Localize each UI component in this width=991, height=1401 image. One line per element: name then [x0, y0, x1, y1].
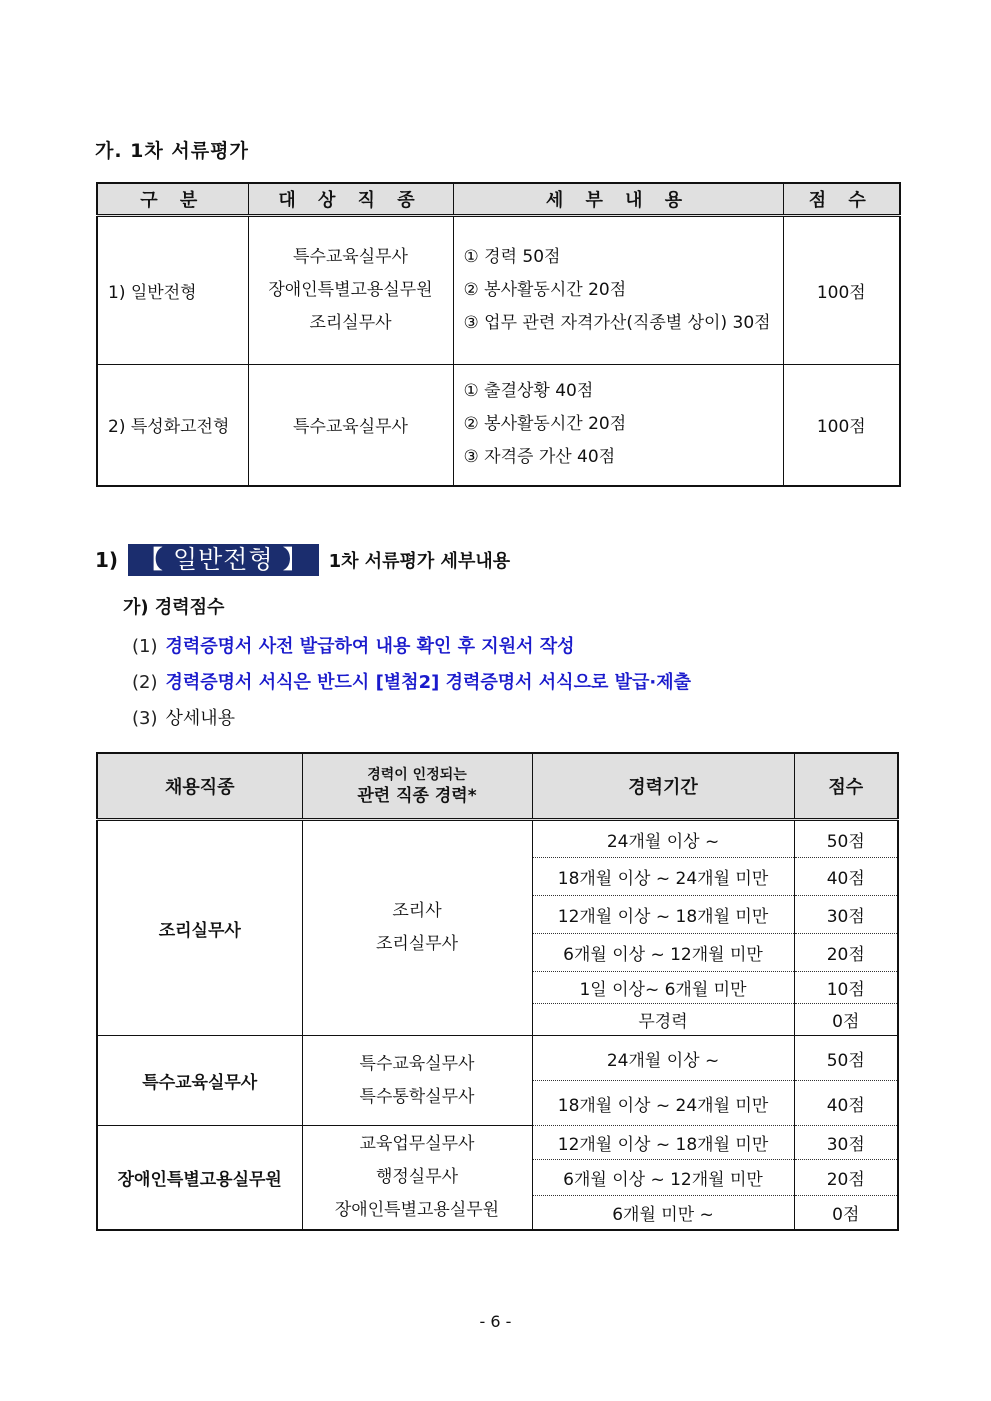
score-cell: 20점	[794, 934, 898, 972]
item-text: 경력증명서 서식은 반드시 [별첨2] 경력증명서 서식으로 발급·제출	[165, 672, 692, 693]
period-cell: 24개월 이상 ~	[532, 820, 794, 858]
period-cell: 12개월 이상 ~ 18개월 미만	[532, 896, 794, 934]
heading-text: 1차 서류평가 세부내용	[328, 551, 511, 572]
table-row	[97, 365, 900, 486]
header-score: 점 수	[783, 183, 900, 216]
score-cell: 30점	[794, 1126, 898, 1160]
related-jobs	[302, 820, 532, 1036]
period-cell: 6개월 이상 ~ 12개월 미만	[532, 934, 794, 972]
job-cooking: 조리실무사	[97, 820, 302, 1036]
period-cell: 6개월 이상 ~ 12개월 미만	[532, 1160, 794, 1196]
table-row	[97, 1036, 898, 1081]
item-text: 상세내용	[165, 708, 236, 729]
detail-line: ② 봉사활동시간 20점	[463, 414, 627, 435]
general-track-badge: 【 일반전형 】	[128, 544, 319, 576]
row-details	[453, 216, 783, 365]
period-cell: 24개월 이상 ~	[532, 1036, 794, 1081]
related-job: 특수교육실무사	[359, 1053, 475, 1074]
table-row	[97, 1126, 898, 1160]
section-title: 가. 1차 서류평가	[95, 140, 249, 162]
general-track-heading	[95, 543, 510, 577]
related-job: 교육업무실무사	[359, 1133, 475, 1154]
score-cell: 20점	[794, 1160, 898, 1196]
period-cell: 18개월 이상 ~ 24개월 미만	[532, 1081, 794, 1126]
item-text: 경력증명서 사전 발급하여 내용 확인 후 지원서 작성	[165, 636, 575, 657]
related-job: 조리사	[392, 901, 442, 921]
list-item	[132, 668, 691, 694]
table-header-row	[97, 753, 898, 820]
detail-line: ① 경력 50점	[463, 247, 561, 267]
related-job: 장애인특별고용실무원	[334, 1199, 500, 1220]
career-score-table	[96, 752, 899, 1231]
item-number: (3)	[132, 708, 158, 729]
score-cell: 30점	[794, 896, 898, 934]
score-cell: 10점	[794, 972, 898, 1004]
evaluation-summary-table	[96, 182, 901, 487]
score-cell: 40점	[794, 1081, 898, 1126]
table-row	[97, 820, 898, 858]
related-job: 행정실무사	[375, 1166, 459, 1187]
header-related-small: 경력이 인정되는	[367, 767, 467, 783]
header-job: 채용직종	[97, 753, 302, 820]
score-cell: 50점	[794, 1036, 898, 1081]
career-score-subheading: 가) 경력점수	[123, 597, 225, 618]
header-score: 점수	[794, 753, 898, 820]
row-score: 100점	[783, 365, 900, 486]
list-item	[132, 704, 235, 730]
row-details	[453, 365, 783, 486]
job-special-education: 특수교육실무사	[97, 1036, 302, 1126]
related-jobs	[302, 1126, 532, 1230]
header-related-big: 관련 직종 경력*	[357, 786, 477, 806]
detail-line: ③ 자격증 가산 40점	[463, 447, 616, 468]
job-name: 장애인특별고용실무원	[268, 280, 433, 300]
header-related-career	[302, 753, 532, 820]
list-item	[132, 632, 575, 658]
period-cell: 12개월 이상 ~ 18개월 미만	[532, 1126, 794, 1160]
period-cell: 6개월 미만 ~	[532, 1196, 794, 1230]
job-name: 특수교육실무사	[293, 247, 408, 267]
heading-number: 1)	[95, 548, 119, 572]
header-period: 경력기간	[532, 753, 794, 820]
row-score: 100점	[783, 216, 900, 365]
related-job: 특수통학실무사	[359, 1086, 475, 1107]
row-jobs: 특수교육실무사	[248, 365, 453, 486]
period-cell: 무경력	[532, 1004, 794, 1036]
row-category: 2) 특성화고전형	[97, 365, 248, 486]
period-cell: 1일 이상~ 6개월 미만	[532, 972, 794, 1004]
related-job: 조리실무사	[375, 934, 459, 954]
job-name: 조리실무사	[309, 313, 392, 333]
header-jobs: 대 상 직 종	[248, 183, 453, 216]
score-cell: 50점	[794, 820, 898, 858]
item-number: (2)	[132, 672, 158, 693]
detail-line: ③ 업무 관련 자격가산(직종별 상이) 30점	[463, 313, 771, 333]
detail-line: ② 봉사활동시간 20점	[463, 280, 627, 300]
score-cell: 0점	[832, 1204, 860, 1225]
score-cell: 40점	[794, 858, 898, 896]
row-jobs	[248, 216, 453, 365]
page-number: - 6 -	[479, 1312, 512, 1331]
score-cell: 0점	[794, 1004, 898, 1036]
detail-line: ① 출결상황 40점	[463, 381, 594, 402]
period-cell: 18개월 이상 ~ 24개월 미만	[532, 858, 794, 896]
header-details: 세 부 내 용	[453, 183, 783, 216]
related-jobs	[302, 1036, 532, 1126]
item-number: (1)	[132, 636, 158, 657]
table-header-row	[97, 183, 900, 216]
row-category: 1) 일반전형	[97, 216, 248, 365]
job-disability-employment: 장애인특별고용실무원	[97, 1126, 302, 1230]
header-category: 구 분	[97, 183, 248, 216]
table-row	[97, 216, 900, 365]
